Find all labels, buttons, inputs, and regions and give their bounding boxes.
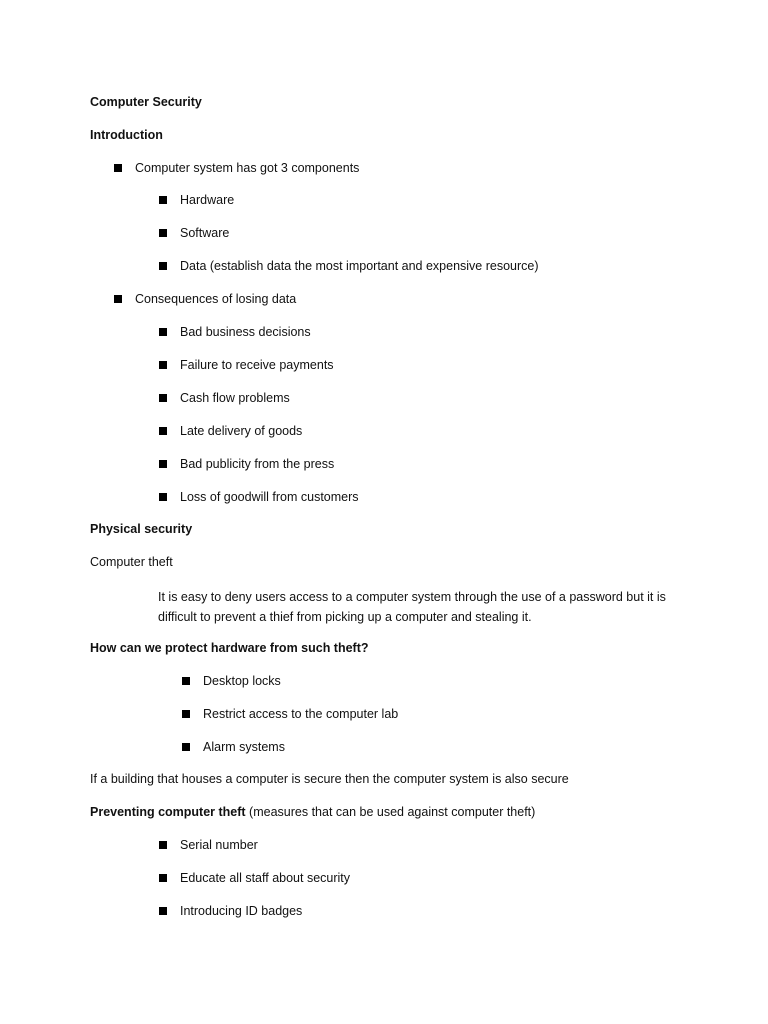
list-item: Alarm systems (203, 740, 285, 754)
preventing-theft-note: (measures that can be used against computer theft) (245, 805, 536, 819)
bullet-icon (159, 460, 167, 468)
bullet-icon (159, 841, 167, 849)
bullet-icon (159, 493, 167, 501)
list-item: Serial number (180, 838, 258, 852)
bullet-icon (159, 394, 167, 402)
protect-hardware-heading: How can we protect hardware from such theft? (90, 641, 369, 655)
list-item: Educate all staff about security (180, 871, 351, 885)
list-item: Hardware (180, 193, 235, 207)
introduction-heading: Introduction (90, 128, 163, 142)
bullet-icon (159, 361, 167, 369)
computer-theft-paragraph: It is easy to deny users access to a computer system through the use of a password but it is difficult to prevent a thief from picking up a computer and stealing it. (158, 590, 666, 624)
list-item: Introducing ID badges (180, 904, 303, 918)
bullet-icon (159, 907, 167, 915)
list-item: Bad publicity from the press (180, 457, 335, 471)
bullet-icon (114, 295, 122, 303)
bullet-icon (159, 229, 167, 237)
building-statement: If a building that houses a computer is secure then the computer system is also secure (90, 772, 569, 786)
bullet-icon (114, 164, 122, 172)
computer-theft-subheading: Computer theft (90, 555, 173, 569)
list-item: Late delivery of goods (180, 424, 303, 438)
list-item: Bad business decisions (180, 325, 311, 339)
bullet-icon (182, 743, 190, 751)
bullet-icon (159, 262, 167, 270)
list-item: Software (180, 226, 230, 240)
list-item: Restrict access to the computer lab (203, 707, 399, 721)
bullet-icon (182, 677, 190, 685)
list-item: Failure to receive payments (180, 358, 334, 372)
list-item: Loss of goodwill from customers (180, 490, 359, 504)
list-item: Cash flow problems (180, 391, 290, 405)
bullet-icon (182, 710, 190, 718)
list-item: Data (establish data the most important and expensive resource) (180, 259, 539, 273)
bullet-icon (159, 427, 167, 435)
document-title: Computer Security (90, 95, 202, 109)
consequences-label: Consequences of losing data (135, 292, 297, 306)
bullet-icon (159, 328, 167, 336)
bullet-icon (159, 874, 167, 882)
list-item: Desktop locks (203, 674, 281, 688)
physical-security-heading: Physical security (90, 522, 193, 536)
preventing-theft-heading: Preventing computer theft (90, 805, 246, 819)
bullet-icon (159, 196, 167, 204)
components-label: Computer system has got 3 components (135, 161, 360, 175)
preventing-theft-line (90, 804, 535, 820)
